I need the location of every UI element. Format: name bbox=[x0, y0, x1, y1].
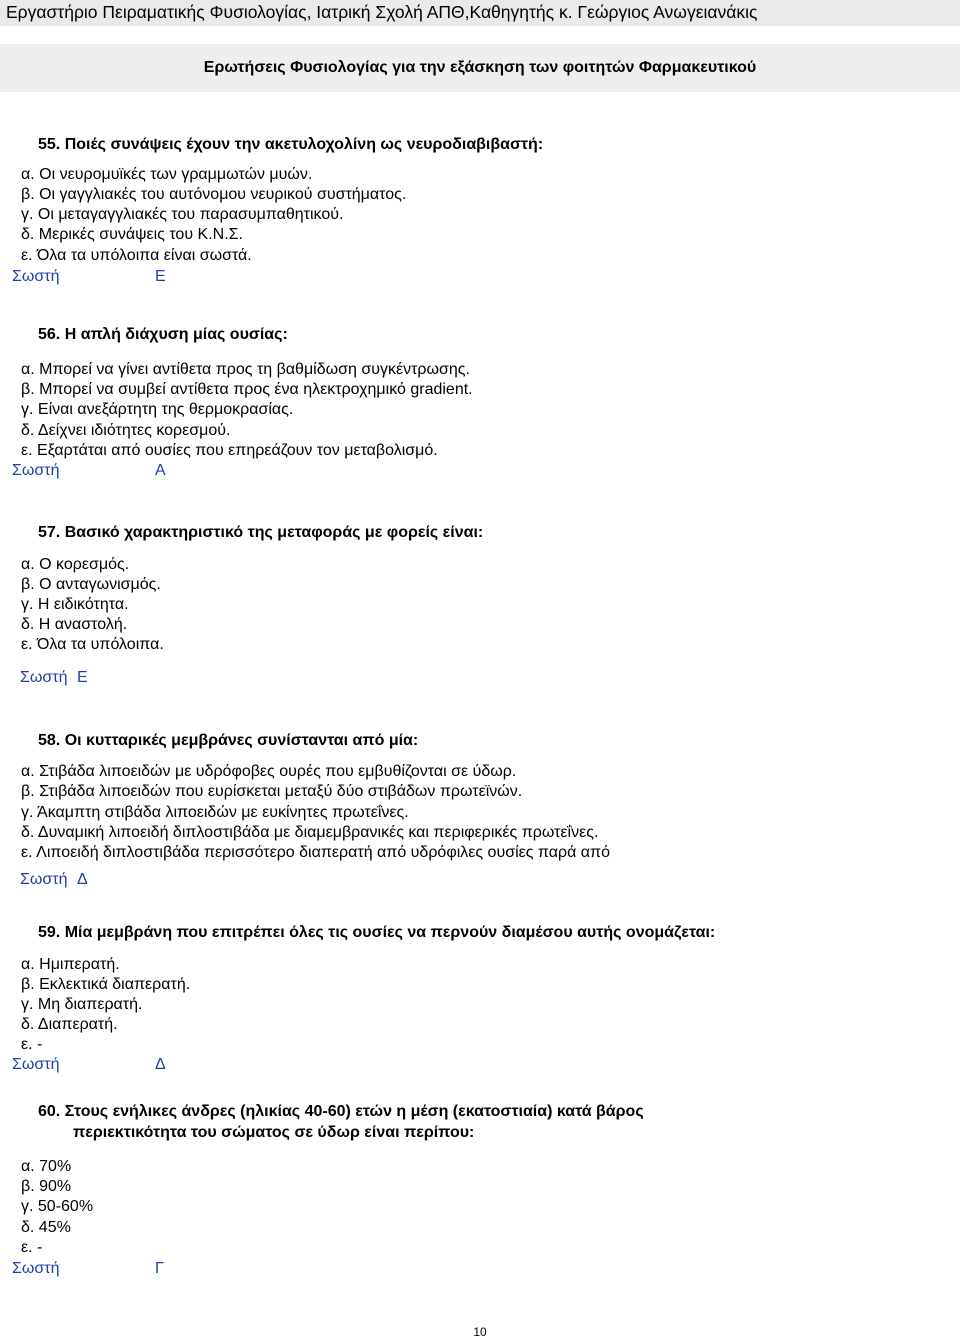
question-59-option-d: δ. Διαπερατή. bbox=[21, 1016, 118, 1033]
question-59-text: 59. Μία μεμβράνη που επιτρέπει όλες τις ουσίες να περνούν διαμέσου αυτής ονομάζεται: bbox=[38, 924, 716, 941]
question-59-option-c: γ. Μη διαπερατή. bbox=[21, 996, 143, 1013]
question-57-option-b: β. Ο ανταγωνισμός. bbox=[21, 576, 161, 593]
question-58-correct-answer: Δ bbox=[77, 871, 88, 888]
question-57-correct-answer: Ε bbox=[77, 669, 88, 686]
question-55-correct-answer: Ε bbox=[155, 268, 166, 285]
question-57-option-a: α. Ο κορεσμός. bbox=[21, 556, 130, 573]
question-60-option-a: α. 70% bbox=[21, 1158, 72, 1175]
question-58-option-b: β. Στιβάδα λιποειδών που ευρίσκεται μεταξύ δύο στιβάδων πρωτεϊνών. bbox=[21, 783, 523, 800]
question-55-option-c: γ. Οι μεταγαγγλιακές του παρασυμπαθητικού. bbox=[21, 206, 344, 223]
question-57-option-d: δ. Η αναστολή. bbox=[21, 616, 128, 633]
question-55-option-d: δ. Μερικές συνάψεις του Κ.Ν.Σ. bbox=[21, 226, 243, 243]
question-58-option-e: ε. Λιποειδή διπλοστιβάδα περισσότερο διαπερατή από υδρόφιλες ουσίες παρά από bbox=[21, 844, 610, 861]
question-56-option-a: α. Μπορεί να γίνει αντίθετα προς τη βαθμίδωση συγκέντρωσης. bbox=[21, 361, 470, 378]
question-60-option-d: δ. 45% bbox=[21, 1219, 71, 1236]
question-56-option-e: ε. Εξαρτάται από ουσίες που επηρεάζουν τον μεταβολισμό. bbox=[21, 442, 438, 459]
question-57-correct-label: Σωστή bbox=[20, 669, 68, 686]
header-bar bbox=[0, 0, 960, 26]
question-55-option-a: α. Οι νευρομυϊκές των γραμμωτών μυών. bbox=[21, 166, 313, 183]
question-55-text: 55. Ποιές συνάψεις έχουν την ακετυλοχολίνη ως νευροδιαβιβαστή: bbox=[38, 136, 544, 153]
question-59-correct-answer: Δ bbox=[155, 1056, 166, 1073]
question-60-correct-answer: Γ bbox=[155, 1260, 164, 1277]
question-56-text: 56. Η απλή διάχυση μίας ουσίας: bbox=[38, 326, 288, 343]
question-57-text: 57. Βασικό χαρακτηριστικό της μεταφοράς με φορείς είναι: bbox=[38, 524, 484, 541]
question-58-option-d: δ. Δυναμική λιποειδή διπλοστιβάδα με διαμεμβρανικές και περιφερικές πρωτεΐνες. bbox=[21, 824, 599, 841]
question-56-option-d: δ. Δείχνει ιδιότητες κορεσμού. bbox=[21, 422, 231, 439]
question-55-correct-label: Σωστή bbox=[12, 268, 60, 285]
question-57-option-e: ε. Όλα τα υπόλοιπα. bbox=[21, 636, 164, 653]
subtitle-bar bbox=[0, 44, 960, 92]
question-55-option-e: ε. Όλα τα υπόλοιπα είναι σωστά. bbox=[21, 247, 252, 264]
question-59-option-b: β. Εκλεκτικά διαπερατή. bbox=[21, 976, 191, 993]
question-60-option-c: γ. 50-60% bbox=[21, 1198, 94, 1215]
question-55-option-b: β. Οι γαγγλιακές του αυτόνομου νευρικού συστήματος. bbox=[21, 186, 407, 203]
question-60-option-e: ε. - bbox=[21, 1239, 43, 1256]
question-60-correct-label: Σωστή bbox=[12, 1260, 60, 1277]
question-58-option-a: α. Στιβάδα λιποειδών με υδρόφοβες ουρές που εμβυθίζονται σε ύδωρ. bbox=[21, 763, 517, 780]
question-56-option-c: γ. Είναι ανεξάρτητη της θερμοκρασίας. bbox=[21, 401, 294, 418]
question-58-correct-label: Σωστή bbox=[20, 871, 68, 888]
page-number: 10 bbox=[473, 1325, 487, 1339]
question-58-text: 58. Οι κυτταρικές μεμβράνες συνίστανται από μία: bbox=[38, 732, 419, 749]
question-58-option-c: γ. Άκαμπτη στιβάδα λιποειδών με ευκίνητες πρωτεΐνες. bbox=[21, 804, 409, 821]
question-56-correct-label: Σωστή bbox=[12, 462, 60, 479]
page-subtitle: Ερωτήσεις Φυσιολογίας για την εξάσκηση των φοιτητών Φαρμακευτικού bbox=[203, 59, 757, 76]
question-60-text-line2: περιεκτικότητα του σώματος σε ύδωρ είναι περίπου: bbox=[73, 1124, 475, 1141]
question-57-option-c: γ. Η ειδικότητα. bbox=[21, 596, 129, 613]
question-56-correct-answer: Α bbox=[155, 462, 166, 479]
question-56-option-b: β. Μπορεί να συμβεί αντίθετα προς ένα ηλεκτροχημικό gradient. bbox=[21, 381, 473, 398]
header-title: Εργαστήριο Πειραματικής Φυσιολογίας, Ιατρική Σχολή ΑΠΘ,Καθηγητής κ. Γεώργιος Ανωγειανάκις bbox=[6, 2, 758, 22]
question-60-option-b: β. 90% bbox=[21, 1178, 72, 1195]
question-59-option-e: ε. - bbox=[21, 1036, 43, 1053]
question-59-option-a: α. Ημιπερατή. bbox=[21, 956, 120, 973]
question-59-correct-label: Σωστή bbox=[12, 1056, 60, 1073]
question-60-text: 60. Στους ενήλικες άνδρες (ηλικίας 40-60) ετών η μέση (εκατοστιαία) κατά βάρος bbox=[38, 1103, 644, 1120]
